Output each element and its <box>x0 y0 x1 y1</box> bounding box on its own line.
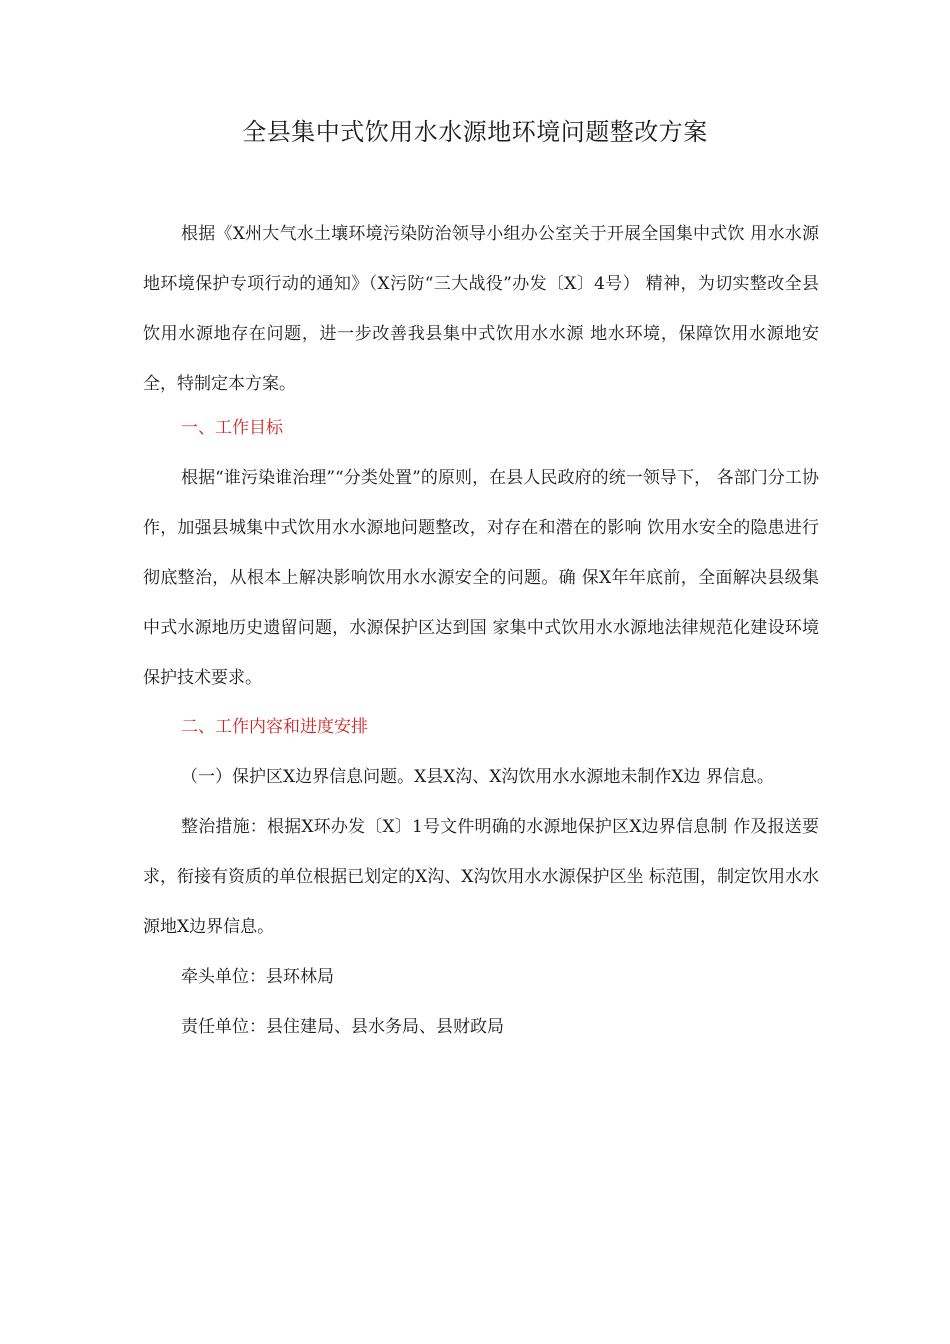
section2-item1-paragraph: （一）保护区X边界信息问题。X县X沟、X沟饮用水水源地未制作X边 界信息。 <box>181 767 774 787</box>
responsible-units-line: 责任单位：县住建局、县水务局、县财政局 <box>181 1017 504 1037</box>
section2-block <box>143 702 819 1052</box>
intro-paragraph: 根据《X州大气水土壤环境污染防治领导小组办公室关于开展全国集中式饮 用水水源地环境保护专项行动的通知》（X污防“三大战役”办发〔X〕4号） 精神，为切实整改全县饮用水源地存在问题，进一步改善我县集中式饮用水水源 地水环境，保障饮用水源地安全，特制定本方案。 <box>143 224 819 394</box>
section1-block <box>143 403 819 703</box>
section2-heading: 二、工作内容和进度安排 <box>181 717 368 737</box>
section1-heading: 一、工作目标 <box>181 418 283 438</box>
intro-block <box>143 209 819 409</box>
section2-measures-paragraph: 整治措施：根据X环办发〔X〕1号文件明确的水源地保护区X边界信息制 作及报送要求，衔接有资质的单位根据已划定的X沟、X沟饮用水水源保护区坐 标范围，制定饮用水水源地X边界信息。 <box>143 817 819 937</box>
lead-unit-line: 牵头单位：县环林局 <box>181 967 334 987</box>
document-title: 全县集中式饮用水水源地环境问题整改方案 <box>242 118 708 146</box>
section1-paragraph: 根据“谁污染谁治理”“分类处置”的原则，在县人民政府的统一领导下， 各部门分工协作，加强县城集中式饮用水水源地问题整改，对存在和潜在的影响 饮用水安全的隐患进行彻底整治，从根本上解决影响饮用水水源安全的问题。确 保X年年底前，全面解决县级集中式水源地历史遗留问题，水源保护区达到国 家集中式饮用水水源地法律规范化建设环境保护技术要求。 <box>143 468 819 688</box>
